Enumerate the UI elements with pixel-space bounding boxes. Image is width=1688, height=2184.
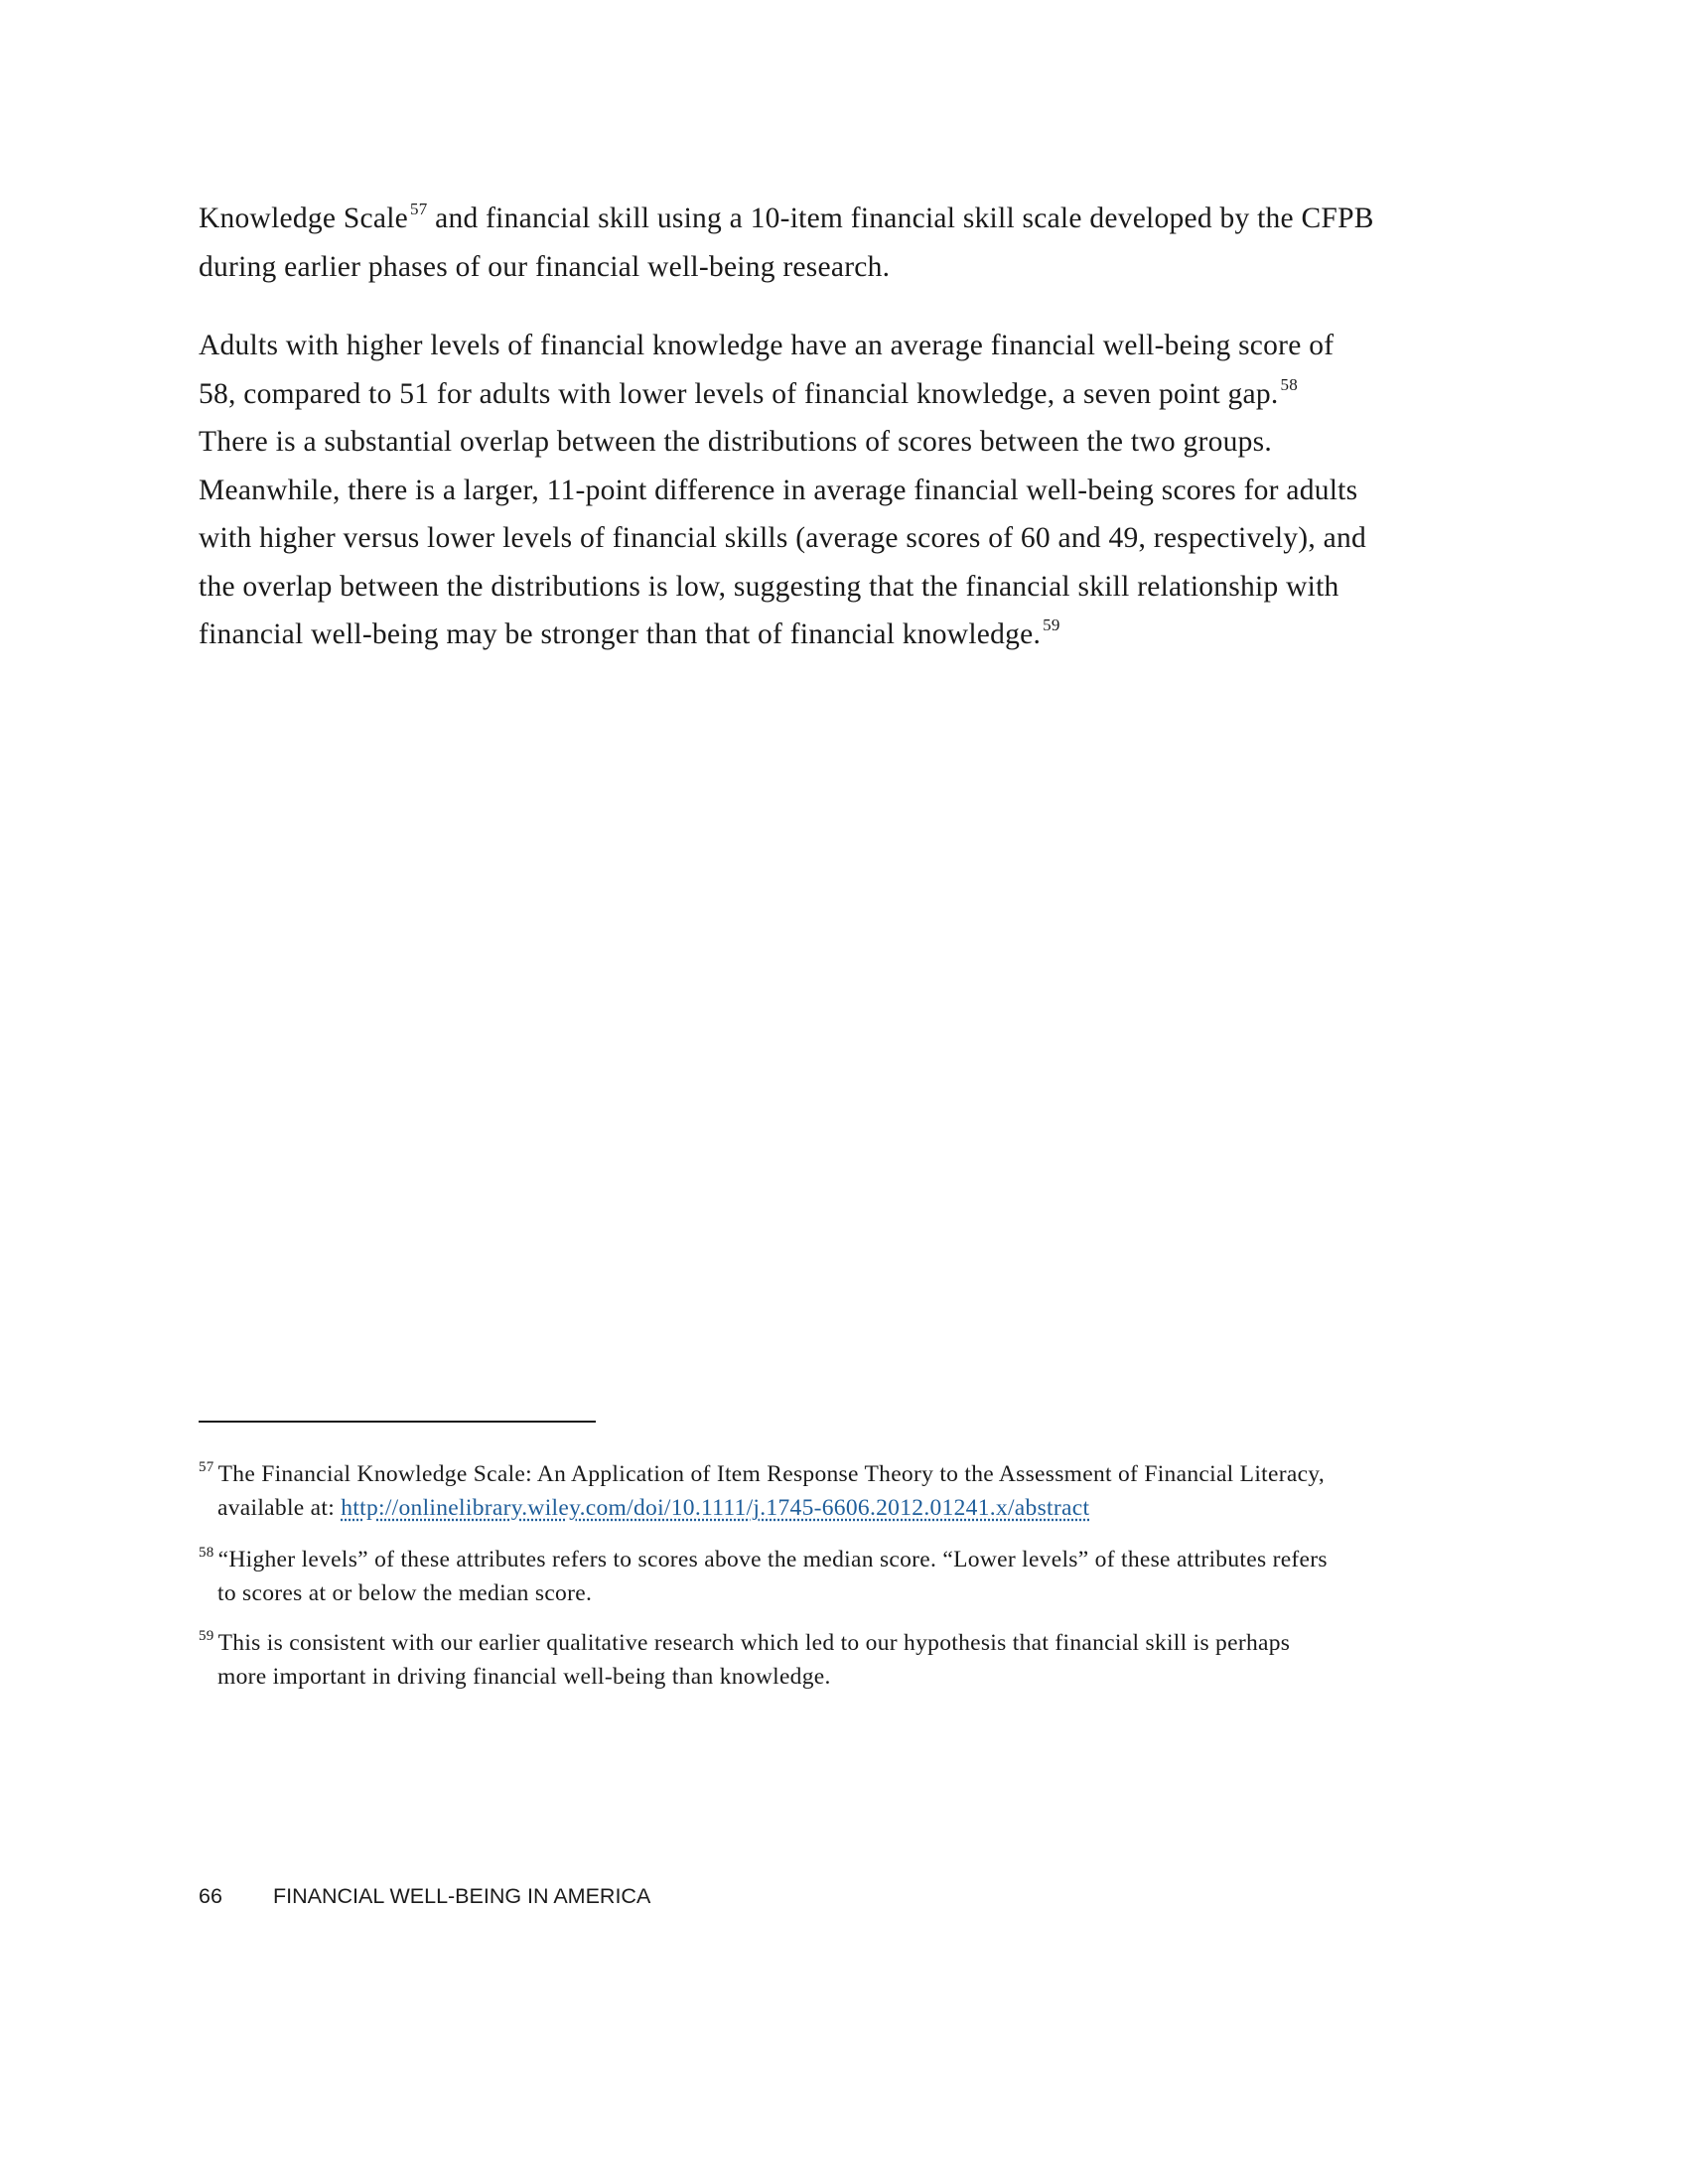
footnote-58 [199, 1543, 1509, 1610]
footnote-text: This is consistent with our earlier qualitative research which led to our hypothesis that financial skill is perhaps [217, 1630, 1291, 1656]
footnote-line: more important in driving financial well-being than knowledge. [217, 1664, 831, 1690]
text-line: There is a substantial overlap between the distributions of scores between the two groups. [199, 426, 1272, 458]
paragraph-2 [199, 322, 1509, 659]
footnote-59 [199, 1626, 1509, 1694]
text-line [199, 370, 1509, 419]
text-line: Meanwhile, there is a larger, 11-point difference in average financial well-being scores for adults [199, 474, 1358, 506]
text-line: with higher versus lower levels of financial skills (average scores of 60 and 49, respectively), and [199, 522, 1366, 554]
footnote-line [199, 1626, 1509, 1660]
footnote-text: available at: [217, 1495, 342, 1521]
page-footer [199, 1884, 650, 1909]
document-title: FINANCIAL WELL-BEING IN AMERICA [273, 1884, 651, 1908]
text-line: during earlier phases of our financial well-being research. [199, 250, 891, 283]
footnote-number: 59 [199, 1628, 214, 1644]
text-span: and financial skill using a 10-item financial skill scale developed by the CFPB [427, 203, 1374, 234]
footnote-line [199, 1491, 1509, 1525]
footnote-ref-58[interactable]: 58 [1280, 374, 1298, 394]
footnote-ref-59[interactable]: 59 [1043, 615, 1060, 634]
footnote-line: to scores at or below the median score. [217, 1580, 593, 1606]
text-span: Knowledge Scale [199, 203, 408, 234]
text-span: financial well-being may be stronger than that of financial knowledge. [199, 618, 1042, 650]
footnote-divider [199, 1421, 596, 1423]
footnote-text: The Financial Knowledge Scale: An Application of Item Response Theory to the Assessment of Financial Literacy, [217, 1461, 1326, 1487]
footnote-number: 57 [199, 1459, 214, 1475]
footnote-ref-57[interactable]: 57 [410, 200, 428, 218]
text-line [199, 195, 1509, 243]
text-span: 58, compared to 51 for adults with lower levels of financial knowledge, a seven point gap. [199, 377, 1279, 410]
footnote-text: “Higher levels” of these attributes refers to scores above the median score. “Lower levels” of these attributes refers [217, 1547, 1328, 1572]
text-line: Adults with higher levels of financial knowledge have an average financial well-being score of [199, 330, 1335, 361]
footnote-line [199, 1457, 1509, 1491]
footnote-link[interactable]: http://onlinelibrary.wiley.com/doi/10.1111/j.1745-6606.2012.01241.x/abstract [341, 1495, 1090, 1521]
page-number: 66 [199, 1884, 222, 1908]
text-line [199, 611, 1509, 659]
footnote-line [199, 1543, 1509, 1576]
paragraph-1 [199, 195, 1509, 291]
footnote-57 [199, 1457, 1509, 1525]
footnote-number: 58 [199, 1545, 214, 1561]
text-line: the overlap between the distributions is low, suggesting that the financial skill relationship with [199, 570, 1339, 603]
